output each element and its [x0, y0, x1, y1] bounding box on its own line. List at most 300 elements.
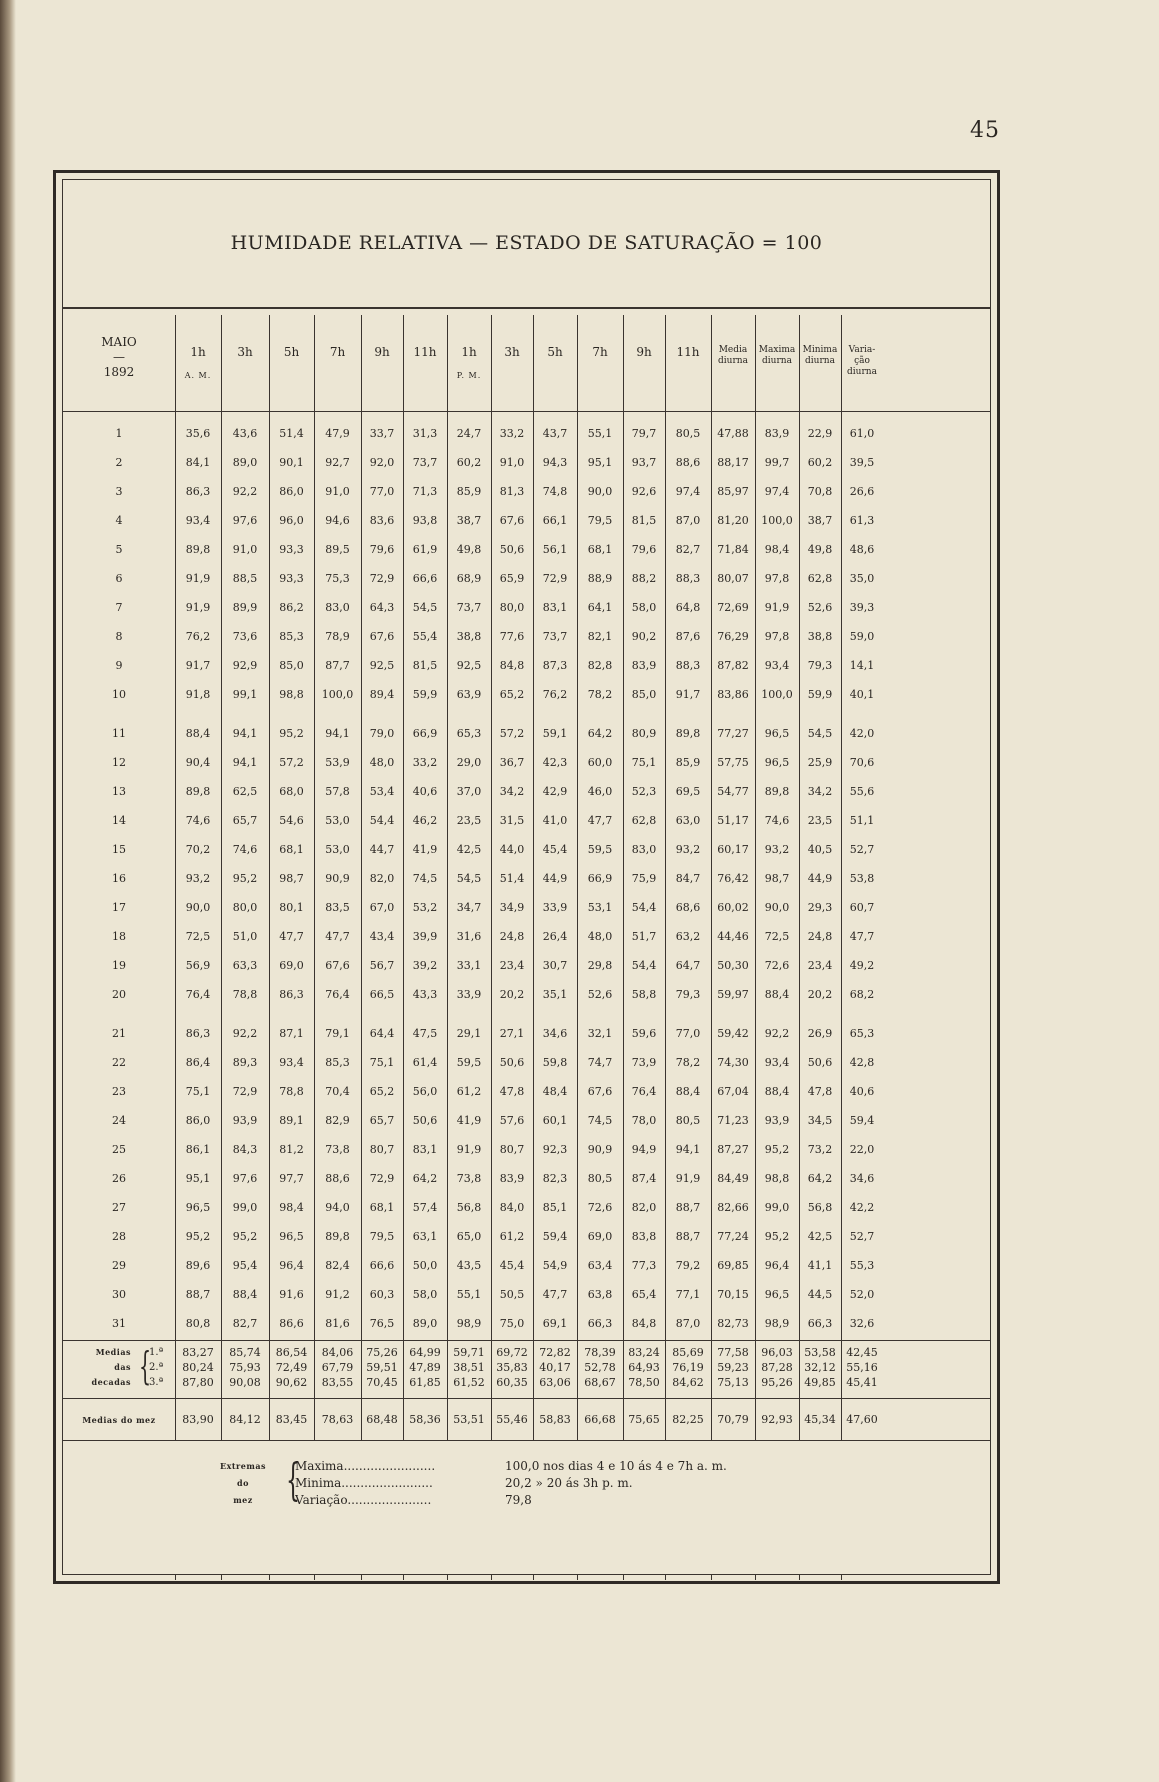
month-means-cell: 58,83 — [539, 1413, 571, 1426]
table-row — [63, 593, 990, 622]
table-cell: 57,6 — [499, 1114, 525, 1127]
table-cell: 82,7 — [675, 543, 701, 556]
table-cell: 80,1 — [279, 901, 304, 914]
table-cell: 66,5 — [369, 988, 395, 1001]
table-cell: 43,4 — [369, 930, 395, 943]
table-cell: 73,8 — [325, 1143, 350, 1156]
table-row — [63, 1222, 990, 1251]
table-cell: 69,85 — [717, 1259, 749, 1272]
table-row — [63, 477, 990, 506]
day-number: 15 — [112, 843, 126, 856]
month-means-cell: 55,46 — [496, 1413, 528, 1426]
table-cell: 80,5 — [675, 427, 701, 440]
decade-cell: 84,62 — [672, 1376, 704, 1389]
month-rule-top — [63, 1398, 990, 1399]
table-cell: 86,4 — [185, 1056, 211, 1069]
table-cell: 38,8 — [807, 630, 833, 643]
table-cell: 83,0 — [631, 843, 657, 856]
table-cell: 89,8 — [325, 1230, 350, 1243]
table-row — [63, 651, 990, 680]
table-cell: 94,1 — [325, 727, 350, 740]
table-cell: 50,6 — [807, 1056, 833, 1069]
table-cell: 94,9 — [631, 1143, 657, 1156]
table-cell: 81,2 — [279, 1143, 304, 1156]
table-cell: 52,3 — [631, 785, 657, 798]
table-cell: 50,0 — [412, 1259, 438, 1272]
table-cell: 85,97 — [717, 485, 749, 498]
table-cell: 29,3 — [807, 901, 833, 914]
table-cell: 64,2 — [412, 1172, 438, 1185]
table-cell: 93,9 — [764, 1114, 790, 1127]
table-cell: 41,9 — [412, 843, 438, 856]
decade-label-line: Medias — [95, 1347, 131, 1357]
table-cell: 91,9 — [456, 1143, 482, 1156]
table-cell: 83,9 — [499, 1172, 525, 1185]
table-cell: 82,7 — [232, 1317, 258, 1330]
table-cell: 76,42 — [717, 872, 749, 885]
table-cell: 33,9 — [456, 988, 482, 1001]
table-cell: 79,6 — [631, 543, 657, 556]
month-means-label: Medias do mez — [82, 1415, 156, 1425]
table-cell: 67,0 — [369, 901, 395, 914]
table-cell: 63,2 — [675, 930, 701, 943]
table-cell: 43,3 — [412, 988, 438, 1001]
table-cell: 54,4 — [631, 959, 657, 972]
decade-cell: 64,93 — [628, 1361, 660, 1374]
table-cell: 60,7 — [849, 901, 875, 914]
table-cell: 68,1 — [587, 543, 613, 556]
table-cell: 49,8 — [807, 543, 833, 556]
table-cell: 96,5 — [185, 1201, 211, 1214]
table-cell: 42,0 — [849, 727, 875, 740]
table-cell: 51,4 — [279, 427, 304, 440]
header-hour: 5h — [283, 345, 300, 359]
table-row — [63, 835, 990, 864]
table-cell: 76,4 — [325, 988, 350, 1001]
decade-cell: 45,41 — [846, 1376, 878, 1389]
table-cell: 34,6 — [849, 1172, 875, 1185]
table-cell: 78,0 — [631, 1114, 657, 1127]
month-means-cell: 68,48 — [366, 1413, 398, 1426]
table-cell: 85,3 — [279, 630, 304, 643]
decade-cell: 76,19 — [672, 1361, 704, 1374]
table-cell: 24,7 — [456, 427, 482, 440]
table-cell: 54,9 — [542, 1259, 568, 1272]
table-cell: 89,8 — [185, 543, 211, 556]
table-cell: 59,42 — [717, 1027, 749, 1040]
table-cell: 73,7 — [542, 630, 568, 643]
table-cell: 95,1 — [185, 1172, 211, 1185]
table-cell: 74,5 — [587, 1114, 613, 1127]
table-cell: 53,1 — [587, 901, 613, 914]
table-cell: 95,2 — [764, 1143, 790, 1156]
table-cell: 81,5 — [631, 514, 657, 527]
table-cell: 93,2 — [764, 843, 790, 856]
decade-cell: 38,51 — [453, 1361, 485, 1374]
table-cell: 87,7 — [325, 659, 350, 672]
table-cell: 42,3 — [542, 756, 568, 769]
table-cell: 44,9 — [807, 872, 833, 885]
table-cell: 86,1 — [185, 1143, 211, 1156]
table-cell: 94,6 — [325, 514, 350, 527]
table-cell: 66,9 — [587, 872, 613, 885]
table-cell: 85,3 — [325, 1056, 350, 1069]
table-cell: 77,3 — [631, 1259, 657, 1272]
table-cell: 98,8 — [279, 688, 304, 701]
table-cell: 93,9 — [232, 1114, 258, 1127]
table-cell: 88,7 — [675, 1230, 701, 1243]
table-cell: 73,7 — [412, 456, 438, 469]
day-number: 6 — [115, 572, 123, 585]
table-cell: 32,6 — [849, 1317, 875, 1330]
table-cell: 68,2 — [849, 988, 875, 1001]
day-number: 5 — [115, 543, 123, 556]
header-hour: 3h — [504, 345, 520, 359]
table-cell: 64,8 — [675, 601, 701, 614]
table-cell: 23,5 — [807, 814, 833, 827]
table-cell: 63,8 — [587, 1288, 613, 1301]
table-cell: 59,9 — [412, 688, 438, 701]
header-hour-cell — [491, 315, 533, 411]
table-cell: 84,49 — [717, 1172, 749, 1185]
table-cell: 33,9 — [542, 901, 568, 914]
table-cell: 51,4 — [499, 872, 525, 885]
table-cell: 40,6 — [849, 1085, 875, 1098]
table-row — [63, 506, 990, 535]
table-cell: 82,0 — [369, 872, 395, 885]
table-cell: 46,0 — [587, 785, 613, 798]
table-row — [63, 719, 990, 748]
table-cell: 64,7 — [675, 959, 701, 972]
table-cell: 95,4 — [232, 1259, 258, 1272]
table-cell: 47,7 — [279, 930, 304, 943]
header-maxima-cell — [755, 315, 799, 411]
day-number: 25 — [112, 1143, 126, 1156]
day-number: 27 — [112, 1201, 126, 1214]
table-cell: 71,3 — [412, 485, 438, 498]
table-cell: 91,9 — [185, 601, 211, 614]
table-cell: 94,1 — [232, 756, 258, 769]
table-cell: 57,2 — [499, 727, 525, 740]
table-cell: 83,9 — [631, 659, 657, 672]
header-minima: Minima diurna — [802, 345, 838, 366]
table-cell: 88,7 — [185, 1288, 211, 1301]
header-hour: 7h — [592, 345, 608, 359]
table-cell: 87,0 — [675, 514, 701, 527]
decade-cell: 40,17 — [539, 1361, 571, 1374]
table-cell: 88,6 — [325, 1172, 350, 1185]
table-cell: 57,75 — [717, 756, 749, 769]
table-row — [63, 1280, 990, 1309]
table-cell: 45,4 — [499, 1259, 525, 1272]
table-cell: 83,0 — [325, 601, 350, 614]
decade-number: 2.ª — [149, 1362, 164, 1373]
table-cell: 67,04 — [717, 1085, 749, 1098]
table-cell: 64,2 — [587, 727, 613, 740]
header-hour: 11h — [676, 345, 700, 359]
table-cell: 65,3 — [456, 727, 482, 740]
month-means-cell: 82,25 — [672, 1413, 704, 1426]
table-cell: 31,6 — [456, 930, 482, 943]
table-cell: 80,0 — [232, 901, 258, 914]
table-cell: 64,4 — [369, 1027, 395, 1040]
table-cell: 98,9 — [764, 1317, 790, 1330]
table-cell: 84,7 — [675, 872, 701, 885]
table-cell: 97,7 — [279, 1172, 304, 1185]
table-cell: 60,2 — [456, 456, 482, 469]
table-cell: 37,0 — [456, 785, 482, 798]
decade-cell: 90,62 — [275, 1376, 308, 1389]
table-cell: 23,4 — [499, 959, 525, 972]
month-means-cell: 45,34 — [804, 1413, 836, 1426]
table-cell: 89,6 — [185, 1259, 211, 1272]
day-number: 9 — [115, 659, 123, 672]
decade-cell: 72,82 — [539, 1346, 571, 1359]
table-cell: 90,9 — [587, 1143, 613, 1156]
decade-rule — [63, 1340, 990, 1341]
month-means-cell: 75,65 — [628, 1413, 660, 1426]
table-inner-border — [62, 179, 991, 1575]
table-cell: 59,4 — [542, 1230, 568, 1243]
table-cell: 61,3 — [849, 514, 875, 527]
table-cell: 70,4 — [325, 1085, 350, 1098]
table-cell: 91,2 — [325, 1288, 350, 1301]
table-cell: 55,1 — [587, 427, 613, 440]
decade-cell: 70,45 — [366, 1376, 398, 1389]
table-cell: 89,0 — [412, 1317, 438, 1330]
table-cell: 88,7 — [675, 1201, 701, 1214]
table-cell: 88,4 — [764, 1085, 790, 1098]
table-cell: 59,5 — [587, 843, 613, 856]
table-cell: 56,8 — [456, 1201, 482, 1214]
table-cell: 45,4 — [542, 843, 568, 856]
table-cell: 53,4 — [369, 785, 395, 798]
table-cell: 22,9 — [807, 427, 833, 440]
decade-label-line: das — [114, 1362, 131, 1372]
table-cell: 25,9 — [807, 756, 833, 769]
table-cell: 73,8 — [456, 1172, 482, 1185]
table-cell: 72,9 — [369, 572, 395, 585]
header-hour-cell — [221, 315, 269, 411]
decade-row — [63, 1345, 990, 1360]
table-cell: 99,0 — [764, 1201, 790, 1214]
month-means-cell: 58,36 — [409, 1413, 441, 1426]
table-cell: 81,6 — [325, 1317, 350, 1330]
table-cell: 52,6 — [807, 601, 833, 614]
table-cell: 100,0 — [761, 688, 793, 701]
table-cell: 54,5 — [456, 872, 482, 885]
book-spine-shadow — [0, 0, 16, 1782]
table-cell: 55,6 — [849, 785, 875, 798]
table-cell: 88,5 — [232, 572, 258, 585]
table-cell: 65,4 — [631, 1288, 657, 1301]
extremes-head-line: do — [237, 1478, 249, 1488]
table-cell: 30,7 — [542, 959, 568, 972]
table-cell: 75,3 — [325, 572, 350, 585]
table-cell: 82,1 — [587, 630, 613, 643]
table-cell: 91,9 — [764, 601, 790, 614]
day-number: 10 — [112, 688, 126, 701]
table-cell: 41,0 — [542, 814, 568, 827]
table-cell: 47,8 — [807, 1085, 833, 1098]
table-cell: 56,0 — [412, 1085, 438, 1098]
table-cell: 93,2 — [185, 872, 211, 885]
month-means-cell: 70,79 — [717, 1413, 749, 1426]
table-cell: 59,97 — [717, 988, 749, 1001]
table-cell: 35,0 — [849, 572, 875, 585]
table-cell: 90,0 — [764, 901, 790, 914]
table-cell: 52,7 — [849, 1230, 875, 1243]
header-variacao: Varia- ção diurna — [847, 345, 877, 377]
table-cell: 22,0 — [849, 1143, 875, 1156]
table-cell: 88,4 — [764, 988, 790, 1001]
table-cell: 88,4 — [232, 1288, 258, 1301]
table-cell: 86,3 — [185, 485, 211, 498]
table-cell: 35,6 — [185, 427, 211, 440]
table-cell: 56,9 — [185, 959, 211, 972]
table-cell: 87,4 — [631, 1172, 657, 1185]
table-cell: 96,4 — [764, 1259, 790, 1272]
extremes-value: 20,2 » 20 ás 3h p. m. — [505, 1476, 633, 1490]
table-cell: 79,5 — [587, 514, 613, 527]
extremes-head-line: mez — [233, 1495, 253, 1505]
table-cell: 68,6 — [675, 901, 701, 914]
table-cell: 94,1 — [232, 727, 258, 740]
table-cell: 67,6 — [369, 630, 395, 643]
table-cell: 99,0 — [232, 1201, 258, 1214]
table-cell: 97,4 — [675, 485, 701, 498]
day-number: 11 — [112, 727, 126, 740]
table-cell: 89,8 — [675, 727, 701, 740]
table-cell: 76,2 — [185, 630, 211, 643]
table-cell: 85,0 — [279, 659, 304, 672]
table-cell: 54,4 — [631, 901, 657, 914]
table-cell: 80,5 — [675, 1114, 701, 1127]
table-cell: 85,1 — [542, 1201, 568, 1214]
extremes-label: Maxima........................ — [295, 1459, 436, 1473]
header-hour-cell — [447, 315, 491, 411]
table-cell: 86,0 — [279, 485, 304, 498]
table-title: HUMIDADE RELATIVA — ESTADO DE SATURAÇÃO = 100 — [230, 232, 823, 254]
table-cell: 64,1 — [587, 601, 613, 614]
table-cell: 91,9 — [675, 1172, 701, 1185]
day-number: 31 — [112, 1317, 126, 1330]
table-cell: 47,7 — [587, 814, 613, 827]
table-cell: 52,7 — [849, 843, 875, 856]
decade-cell: 61,85 — [409, 1376, 441, 1389]
table-cell: 60,02 — [717, 901, 749, 914]
table-cell: 63,4 — [587, 1259, 613, 1272]
table-cell: 47,7 — [542, 1288, 568, 1301]
table-row — [63, 951, 990, 980]
table-cell: 89,8 — [764, 785, 790, 798]
table-cell: 52,0 — [849, 1288, 875, 1301]
table-row — [63, 680, 990, 709]
table-cell: 97,4 — [764, 485, 790, 498]
table-cell: 58,8 — [631, 988, 657, 1001]
table-cell: 60,2 — [807, 456, 833, 469]
table-cell: 78,2 — [675, 1056, 701, 1069]
table-cell: 56,7 — [369, 959, 395, 972]
table-cell: 83,5 — [325, 901, 350, 914]
table-cell: 99,7 — [764, 456, 790, 469]
table-cell: 77,6 — [499, 630, 525, 643]
table-cell: 85,9 — [456, 485, 482, 498]
table-cell: 92,6 — [631, 485, 657, 498]
table-cell: 48,0 — [369, 756, 395, 769]
table-cell: 88,17 — [717, 456, 749, 469]
month-means-cell: 78,63 — [321, 1413, 354, 1426]
table-cell: 51,17 — [717, 814, 749, 827]
decade-brace: { — [139, 1344, 152, 1388]
table-cell: 73,9 — [631, 1056, 657, 1069]
table-row — [63, 1106, 990, 1135]
table-cell: 93,7 — [631, 456, 657, 469]
table-cell: 70,15 — [717, 1288, 749, 1301]
table-cell: 26,9 — [807, 1027, 833, 1040]
table-cell: 92,9 — [232, 659, 258, 672]
table-cell: 63,1 — [412, 1230, 438, 1243]
table-cell: 96,5 — [764, 756, 790, 769]
table-row — [63, 922, 990, 951]
table-cell: 74,30 — [717, 1056, 749, 1069]
table-cell: 91,0 — [232, 543, 258, 556]
table-cell: 47,9 — [325, 427, 350, 440]
table-cell: 72,69 — [717, 601, 749, 614]
table-cell: 76,29 — [717, 630, 749, 643]
table-cell: 93,4 — [764, 1056, 790, 1069]
table-cell: 57,4 — [412, 1201, 438, 1214]
table-cell: 74,6 — [232, 843, 258, 856]
month-means-cell: 83,90 — [182, 1413, 214, 1426]
table-cell: 51,7 — [631, 930, 657, 943]
decade-cell: 63,06 — [539, 1376, 571, 1389]
decade-cell: 83,55 — [321, 1376, 354, 1389]
table-cell: 87,82 — [717, 659, 749, 672]
table-cell: 70,6 — [849, 756, 875, 769]
table-cell: 64,3 — [369, 601, 395, 614]
table-cell: 87,3 — [542, 659, 568, 672]
decade-cell: 96,03 — [761, 1346, 793, 1359]
decade-cell: 78,50 — [628, 1376, 660, 1389]
table-row — [63, 748, 990, 777]
table-cell: 94,3 — [542, 456, 568, 469]
table-cell: 94,1 — [675, 1143, 701, 1156]
table-cell: 61,0 — [849, 427, 875, 440]
header-hour: 7h — [329, 345, 346, 359]
table-cell: 88,9 — [587, 572, 613, 585]
day-number: 18 — [112, 930, 126, 943]
table-cell: 76,4 — [631, 1085, 657, 1098]
extremes-value: 79,8 — [505, 1493, 532, 1507]
table-cell: 95,2 — [232, 872, 258, 885]
table-cell: 82,73 — [717, 1317, 749, 1330]
day-number: 13 — [112, 785, 126, 798]
table-cell: 55,3 — [849, 1259, 875, 1272]
table-cell: 57,8 — [325, 785, 350, 798]
table-cell: 90,2 — [631, 630, 657, 643]
header-year: 1892 — [103, 365, 135, 379]
table-cell: 66,6 — [412, 572, 438, 585]
header-hour: 1h — [461, 345, 477, 359]
table-cell: 49,8 — [456, 543, 482, 556]
table-cell: 98,4 — [764, 543, 790, 556]
table-cell: 100,0 — [761, 514, 793, 527]
table-row — [63, 864, 990, 893]
table-cell: 90,1 — [279, 456, 304, 469]
table-cell: 98,7 — [764, 872, 790, 885]
table-row — [63, 564, 990, 593]
